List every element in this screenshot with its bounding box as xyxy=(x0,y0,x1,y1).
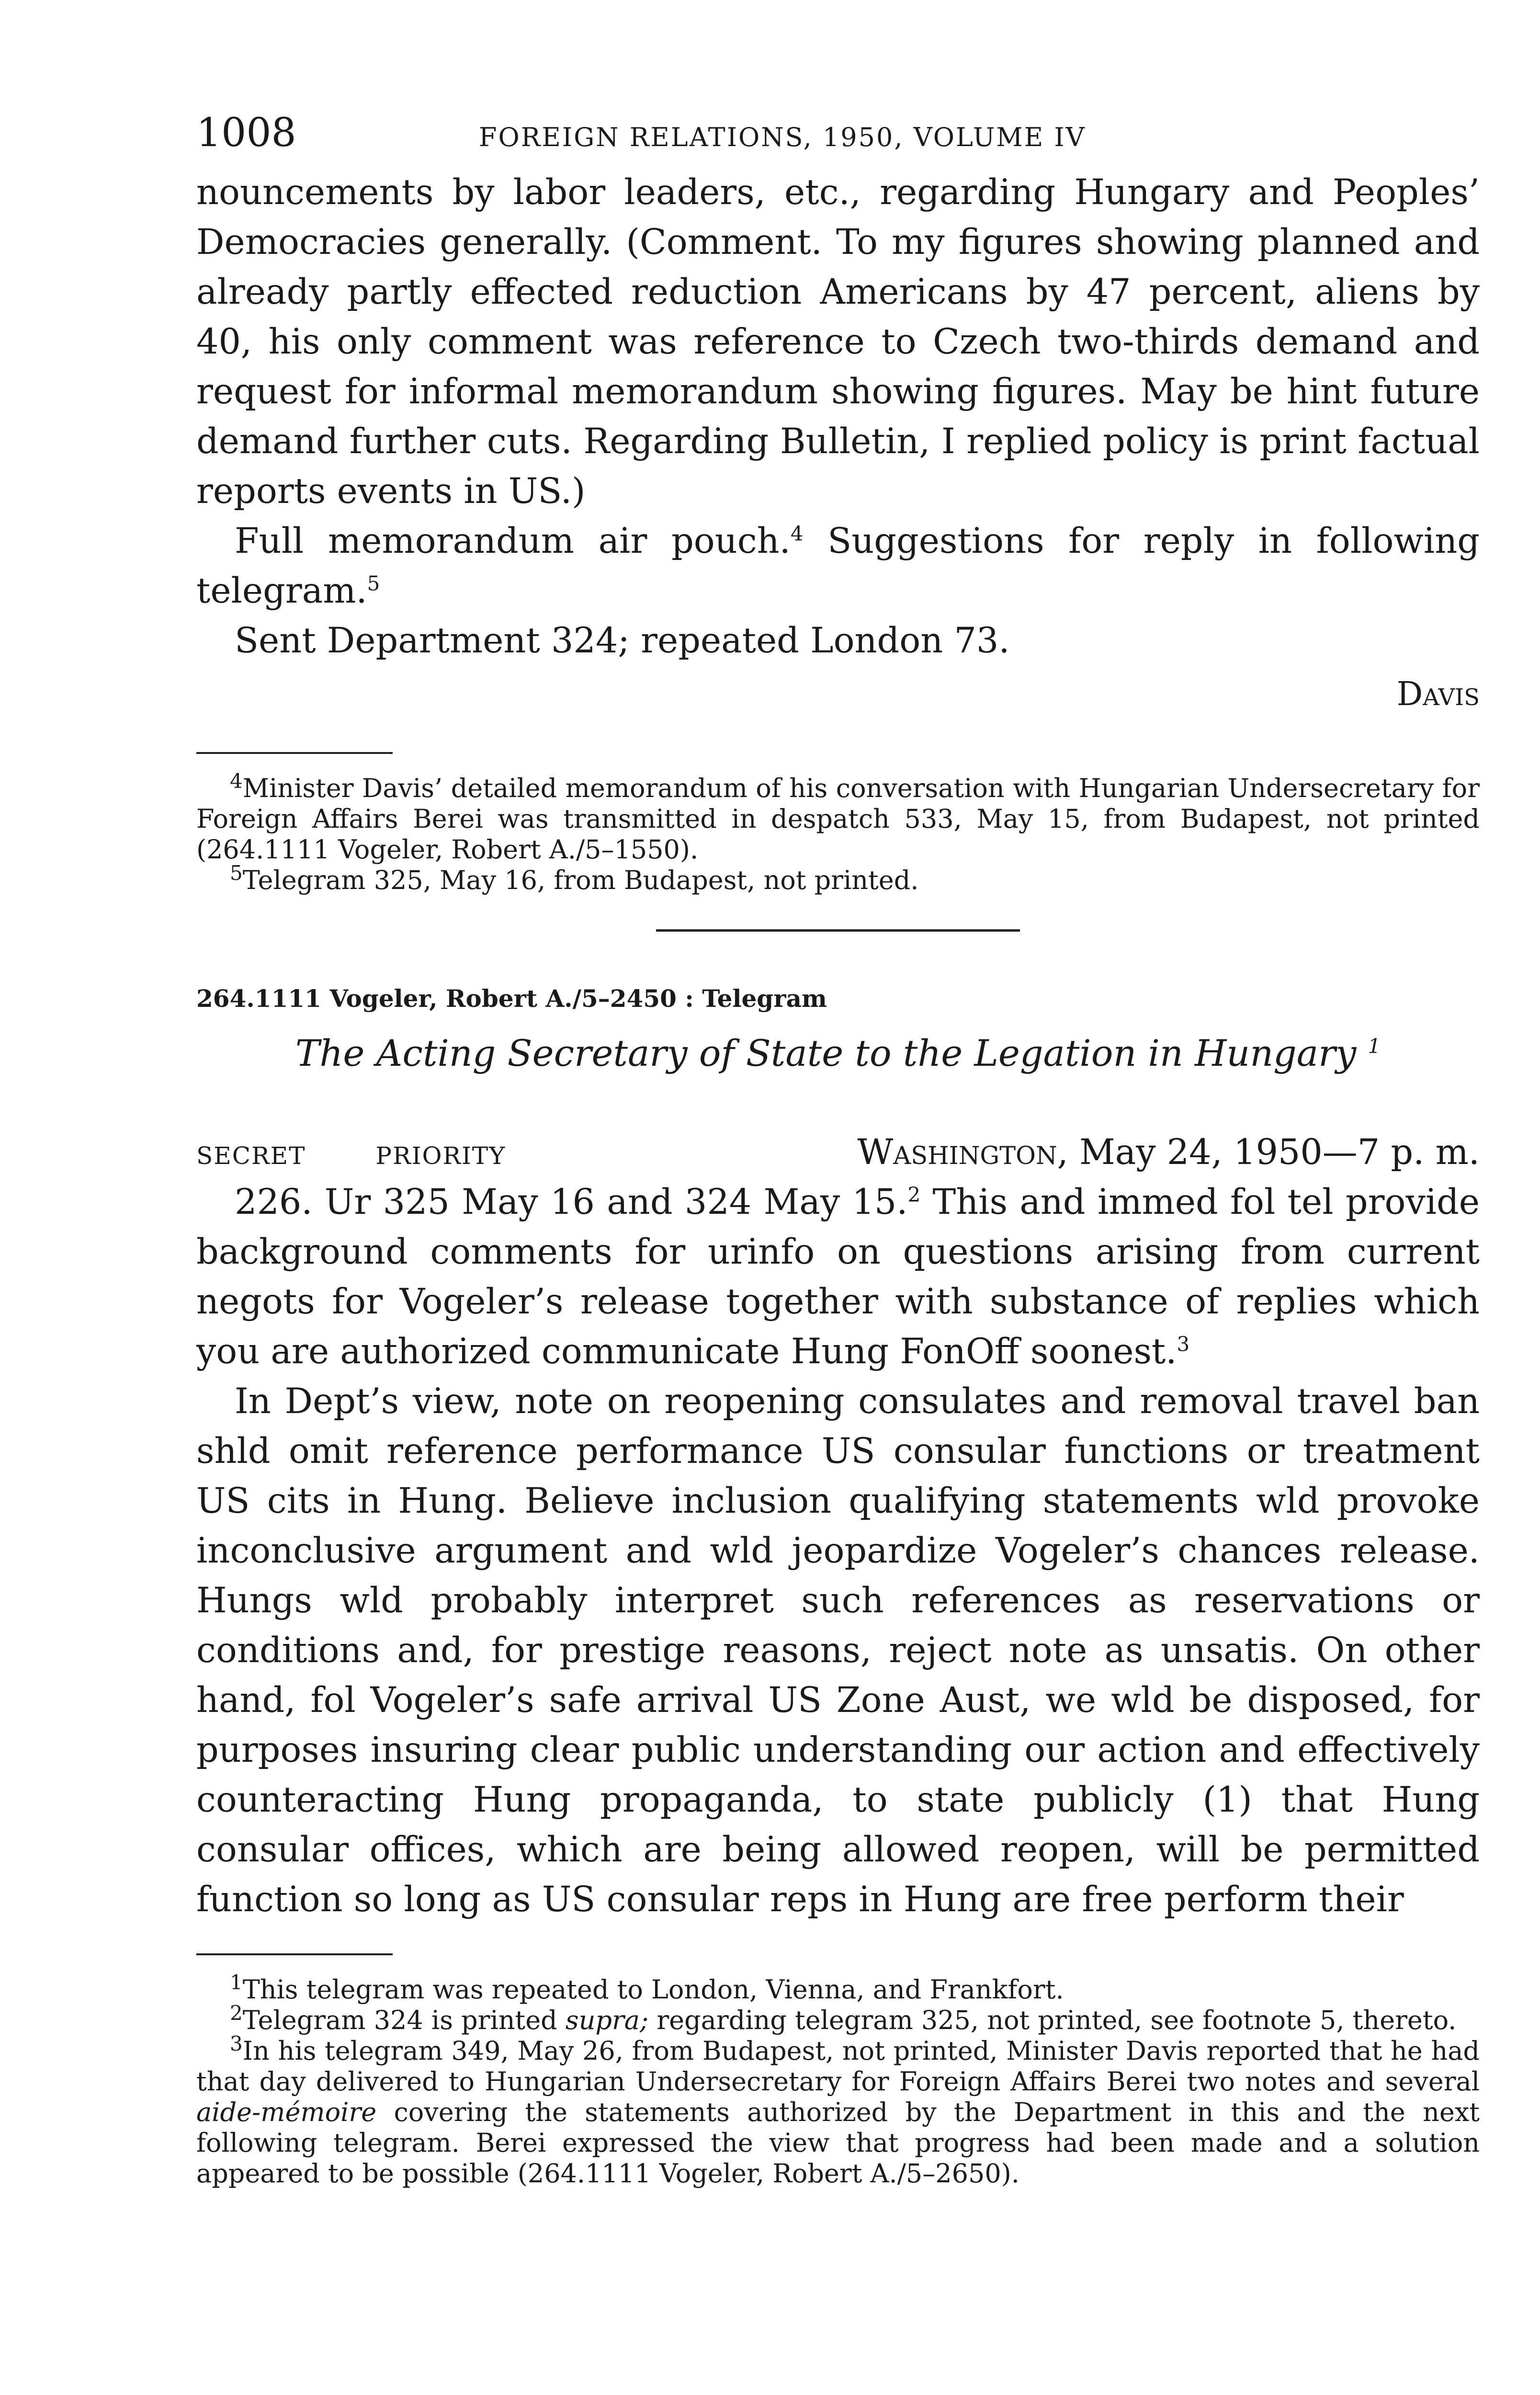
footnote-ref: 4 xyxy=(790,522,804,546)
running-title: FOREIGN RELATIONS, 1950, VOLUME IV xyxy=(479,122,1086,152)
text-run: 226. Ur 325 May 16 and 324 May 15. xyxy=(235,1182,908,1222)
footnote-emphasis: aide-mémoire xyxy=(196,2097,377,2127)
footnotes-top xyxy=(196,769,1480,896)
footnote-2 xyxy=(196,2001,1480,2036)
title-text: The Acting Secretary of State to the Legation in Hungary xyxy=(295,1032,1357,1074)
footnotes-bottom xyxy=(196,1971,1480,2189)
classification-group xyxy=(196,1142,568,1170)
dateline xyxy=(196,1132,1480,1173)
continuation-paragraph-1: nouncements by labor leaders, etc., regarding Hungary and Peoples’ Democracies generally. (Comment. To my figures showing planned and already partly effected reduction Americans by 47 percent, aliens by 40, his only comment was reference to Czech two-thirds demand and request for informal memorandum showing figures. May be hint future demand further cuts. Regarding Bulletin, I replied policy is print factual reports events in US.) xyxy=(196,172,1480,512)
section-divider xyxy=(656,929,1020,932)
file-reference: 264.1111 Vogeler, Robert A./5–2450 : Telegram xyxy=(196,984,827,1013)
footnote-1 xyxy=(196,1971,1480,2005)
footnote-mark: 3 xyxy=(230,2032,243,2055)
footnote-text: Telegram 324 is printed xyxy=(242,2005,566,2035)
footnote-text: This telegram was repeated to London, Vienna, and Frankfort. xyxy=(242,1974,1064,2005)
text-run: Full memorandum air pouch. xyxy=(235,521,791,561)
footnote-ref: 1 xyxy=(1368,1034,1381,1058)
footnote-mark: 1 xyxy=(230,1971,243,1994)
continuation-paragraph-2 xyxy=(196,516,1480,616)
classification: SECRET xyxy=(196,1142,306,1170)
text-run: This and immed fol tel provide background comments for urinfo on questions arising from current negots for Vogeler’s release together with substance of replies which you are authorized communicate Hung FonOff soonest. xyxy=(196,1182,1480,1372)
footnote-mark: 4 xyxy=(230,769,243,793)
footnote-ref: 2 xyxy=(907,1183,921,1207)
footnote-5 xyxy=(196,861,1480,896)
continuation-text xyxy=(196,168,1480,666)
footnote-mark: 5 xyxy=(230,861,243,885)
footnote-rule xyxy=(196,752,393,754)
running-head xyxy=(196,110,1480,168)
place: Washington xyxy=(857,1132,1057,1173)
footnote-text: regarding telegram 325, not printed, see footnote 5, thereto. xyxy=(648,2005,1457,2035)
text-run: Suggestions for reply in following telegram. xyxy=(196,521,1480,611)
document-title xyxy=(196,1032,1480,1074)
signature: Davis xyxy=(1396,675,1480,713)
continuation-paragraph-3: Sent Department 324; repeated London 73. xyxy=(235,620,1010,661)
telegram-text xyxy=(196,1177,1480,1925)
footnote-rule xyxy=(196,1953,393,1955)
footnote-emphasis: supra; xyxy=(565,2005,649,2035)
date: , May 24, 1950—7 p. m. xyxy=(1057,1132,1480,1173)
footnote-text: covering the statements authorized by the Department in this and the next following telegram. Berei expressed the view that progress had been made and a solution appeared to be possible (264.1111 Vogeler, Robert A./5–2650). xyxy=(196,2097,1480,2189)
footnote-mark: 2 xyxy=(230,2001,243,2025)
place-date xyxy=(857,1132,1480,1173)
footnote-3 xyxy=(196,2032,1480,2189)
page-number: 1008 xyxy=(196,110,296,156)
footnote-ref: 5 xyxy=(367,571,380,595)
document-page xyxy=(196,110,1480,2189)
footnote-4 xyxy=(196,769,1480,865)
footnote-text: Telegram 325, May 16, from Budapest, not printed. xyxy=(242,865,919,895)
priority: PRIORITY xyxy=(375,1142,506,1170)
footnote-text: In his telegram 349, May 26, from Budapest, not printed, Minister Davis reported that he had that day delivered to Hungarian Undersecretary for Foreign Affairs Berei two notes and several xyxy=(196,2036,1480,2097)
telegram-paragraph-2: In Dept’s view, note on reopening consulates and removal travel ban shld omit reference performance US consular functions or treatment US cits in Hung. Believe inclusion qualifying statements wld provoke inconclusive argument and wld jeopardize Vogeler’s chances release. Hungs wld probably interpret such references as reservations or conditions and, for prestige reasons, reject note as unsatis. On other hand, fol Vogeler’s safe arrival US Zone Aust, we wld be disposed, for purposes insuring clear public understanding our action and effectively counteracting Hung propaganda, to state publicly (1) that Hung consular offices, which are being allowed reopen, will be permitted function so long as US consular reps in Hung are free perform their xyxy=(196,1381,1480,1920)
footnote-text: Minister Davis’ detailed memorandum of his conversation with Hungarian Undersecretary for Foreign Affairs Berei was transmitted in despatch 533, May 15, from Budapest, not printed (264.1111 Vogeler, Robert A./5–1550). xyxy=(196,773,1480,865)
telegram-paragraph-1 xyxy=(196,1177,1480,1377)
footnote-ref: 3 xyxy=(1177,1332,1190,1356)
